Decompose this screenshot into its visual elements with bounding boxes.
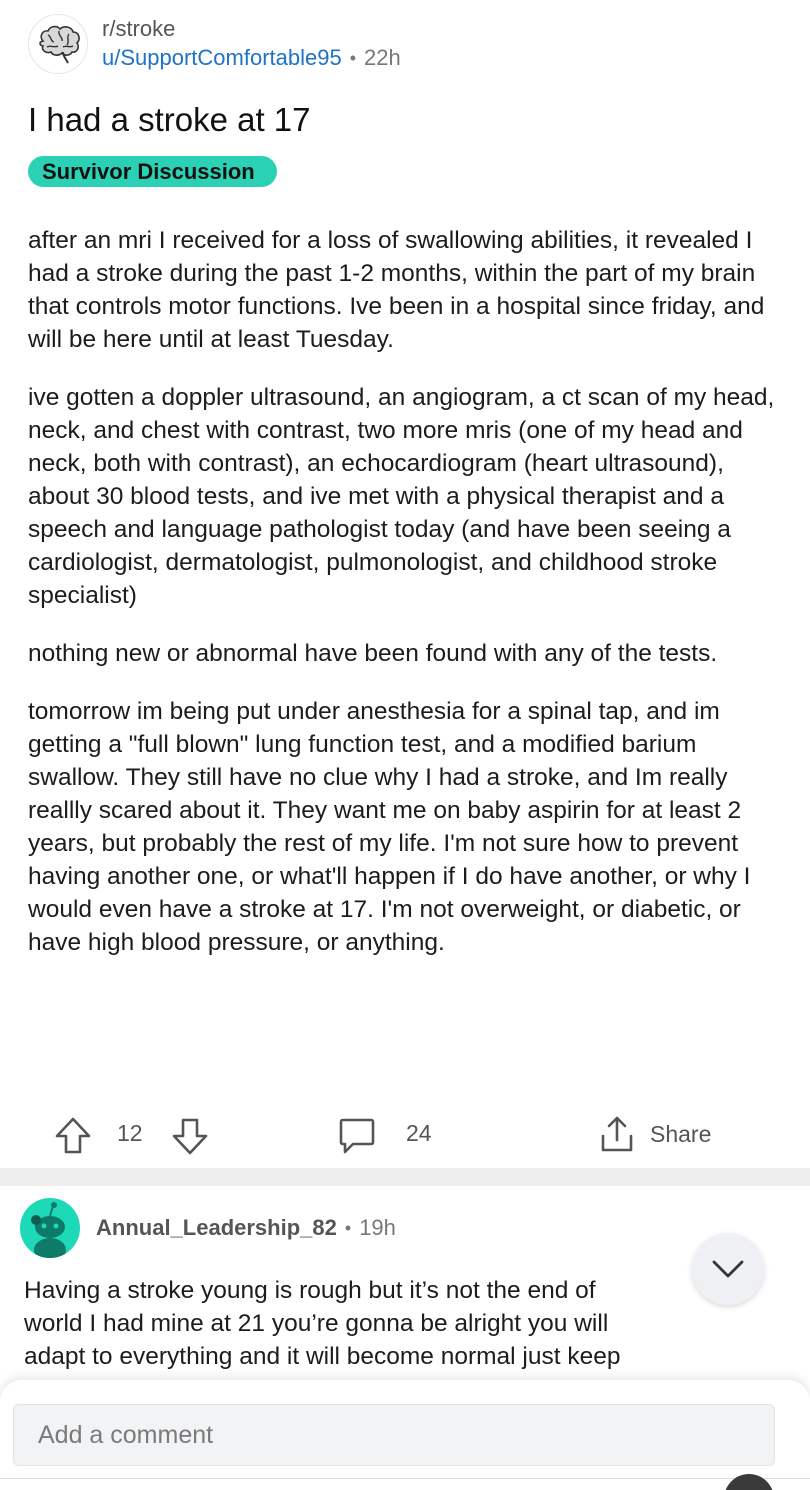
post-author[interactable]: u/SupportComfortable95 bbox=[102, 45, 342, 70]
subreddit-avatar[interactable] bbox=[28, 14, 88, 74]
post-paragraph: nothing new or abnormal have been found with any of the tests. bbox=[28, 640, 718, 667]
brain-icon bbox=[33, 23, 83, 65]
compose-divider bbox=[0, 1478, 810, 1479]
chevron-down-icon bbox=[710, 1258, 746, 1280]
comment-line: world I had mine at 21 you’re gonna be alright you will bbox=[24, 1310, 609, 1337]
section-divider bbox=[0, 1168, 810, 1186]
post-paragraph: after an mri I received for a loss of swallowing abilities, it revealed I had a stroke during the past 1-2 months, within the part of my brain that controls motor functions. Ive been in a hospital since friday, and will be here until at least Tuesday. bbox=[28, 227, 765, 353]
collapse-button[interactable] bbox=[692, 1233, 764, 1305]
comment-time: 19h bbox=[359, 1215, 396, 1240]
snoo-figure bbox=[20, 1198, 80, 1258]
comment-line: adapt to everything and it will become normal just keep bbox=[24, 1343, 621, 1370]
post-meta bbox=[102, 15, 401, 73]
comment-meta bbox=[96, 1214, 396, 1242]
comment-count: 24 bbox=[406, 1120, 432, 1146]
comments-button[interactable] bbox=[338, 1116, 376, 1156]
share-button[interactable] bbox=[598, 1114, 711, 1154]
share-icon bbox=[598, 1114, 636, 1154]
comment-line: Having a stroke young is rough but it’s not the end of bbox=[24, 1277, 596, 1304]
share-label: Share bbox=[650, 1120, 712, 1147]
snoo-avatar-icon[interactable] bbox=[20, 1198, 80, 1258]
comment-body bbox=[24, 1274, 764, 1373]
post-header bbox=[28, 12, 401, 76]
post-time: 22h bbox=[364, 45, 401, 70]
post-action-bar bbox=[0, 1110, 810, 1160]
subreddit-name[interactable]: r/stroke bbox=[102, 16, 176, 41]
post-body bbox=[28, 224, 776, 984]
arrow-up-icon bbox=[54, 1116, 92, 1156]
author-line bbox=[102, 43, 401, 73]
arrow-down-icon bbox=[171, 1116, 209, 1156]
speech-bubble-icon bbox=[338, 1116, 376, 1156]
compose-bar bbox=[0, 1380, 810, 1490]
meta-separator: • bbox=[344, 1218, 352, 1238]
comment-author[interactable]: Annual_Leadership_82 bbox=[96, 1215, 337, 1240]
downvote-button[interactable] bbox=[171, 1116, 209, 1156]
post-title: I had a stroke at 17 bbox=[28, 101, 311, 138]
vote-score: 12 bbox=[117, 1120, 143, 1146]
comment-input[interactable] bbox=[13, 1404, 775, 1466]
post-paragraph: ive gotten a doppler ultrasound, an angiogram, a ct scan of my head, neck, and chest with contrast, two more mris (one of my head and neck, both with contrast), an echocardiogram (heart ultrasound), about 30 blood tests, and ive met with a physical therapist and a speech and language pathologist today (and have been seeing a cardiologist, dermatologist, pulmonologist, and childhood stroke specialist) bbox=[28, 384, 775, 609]
upvote-button[interactable] bbox=[54, 1116, 92, 1156]
post-paragraph: tomorrow im being put under anesthesia for a spinal tap, and im getting a "full blown" lung function test, and a modified barium swallow. They still have no clue why I had a stroke, and Im really reallly scared about it. They want me on baby aspirin for at least 2 years, but probably the rest of my life. I'm not sure how to prevent having another one, or what'll happen if I do have another, or why I would even have a stroke at 17. I'm not overweight, or diabetic, or have high blood pressure, or anything. bbox=[28, 698, 751, 956]
post-flair[interactable]: Survivor Discussion bbox=[28, 156, 277, 187]
meta-separator: • bbox=[349, 48, 357, 68]
